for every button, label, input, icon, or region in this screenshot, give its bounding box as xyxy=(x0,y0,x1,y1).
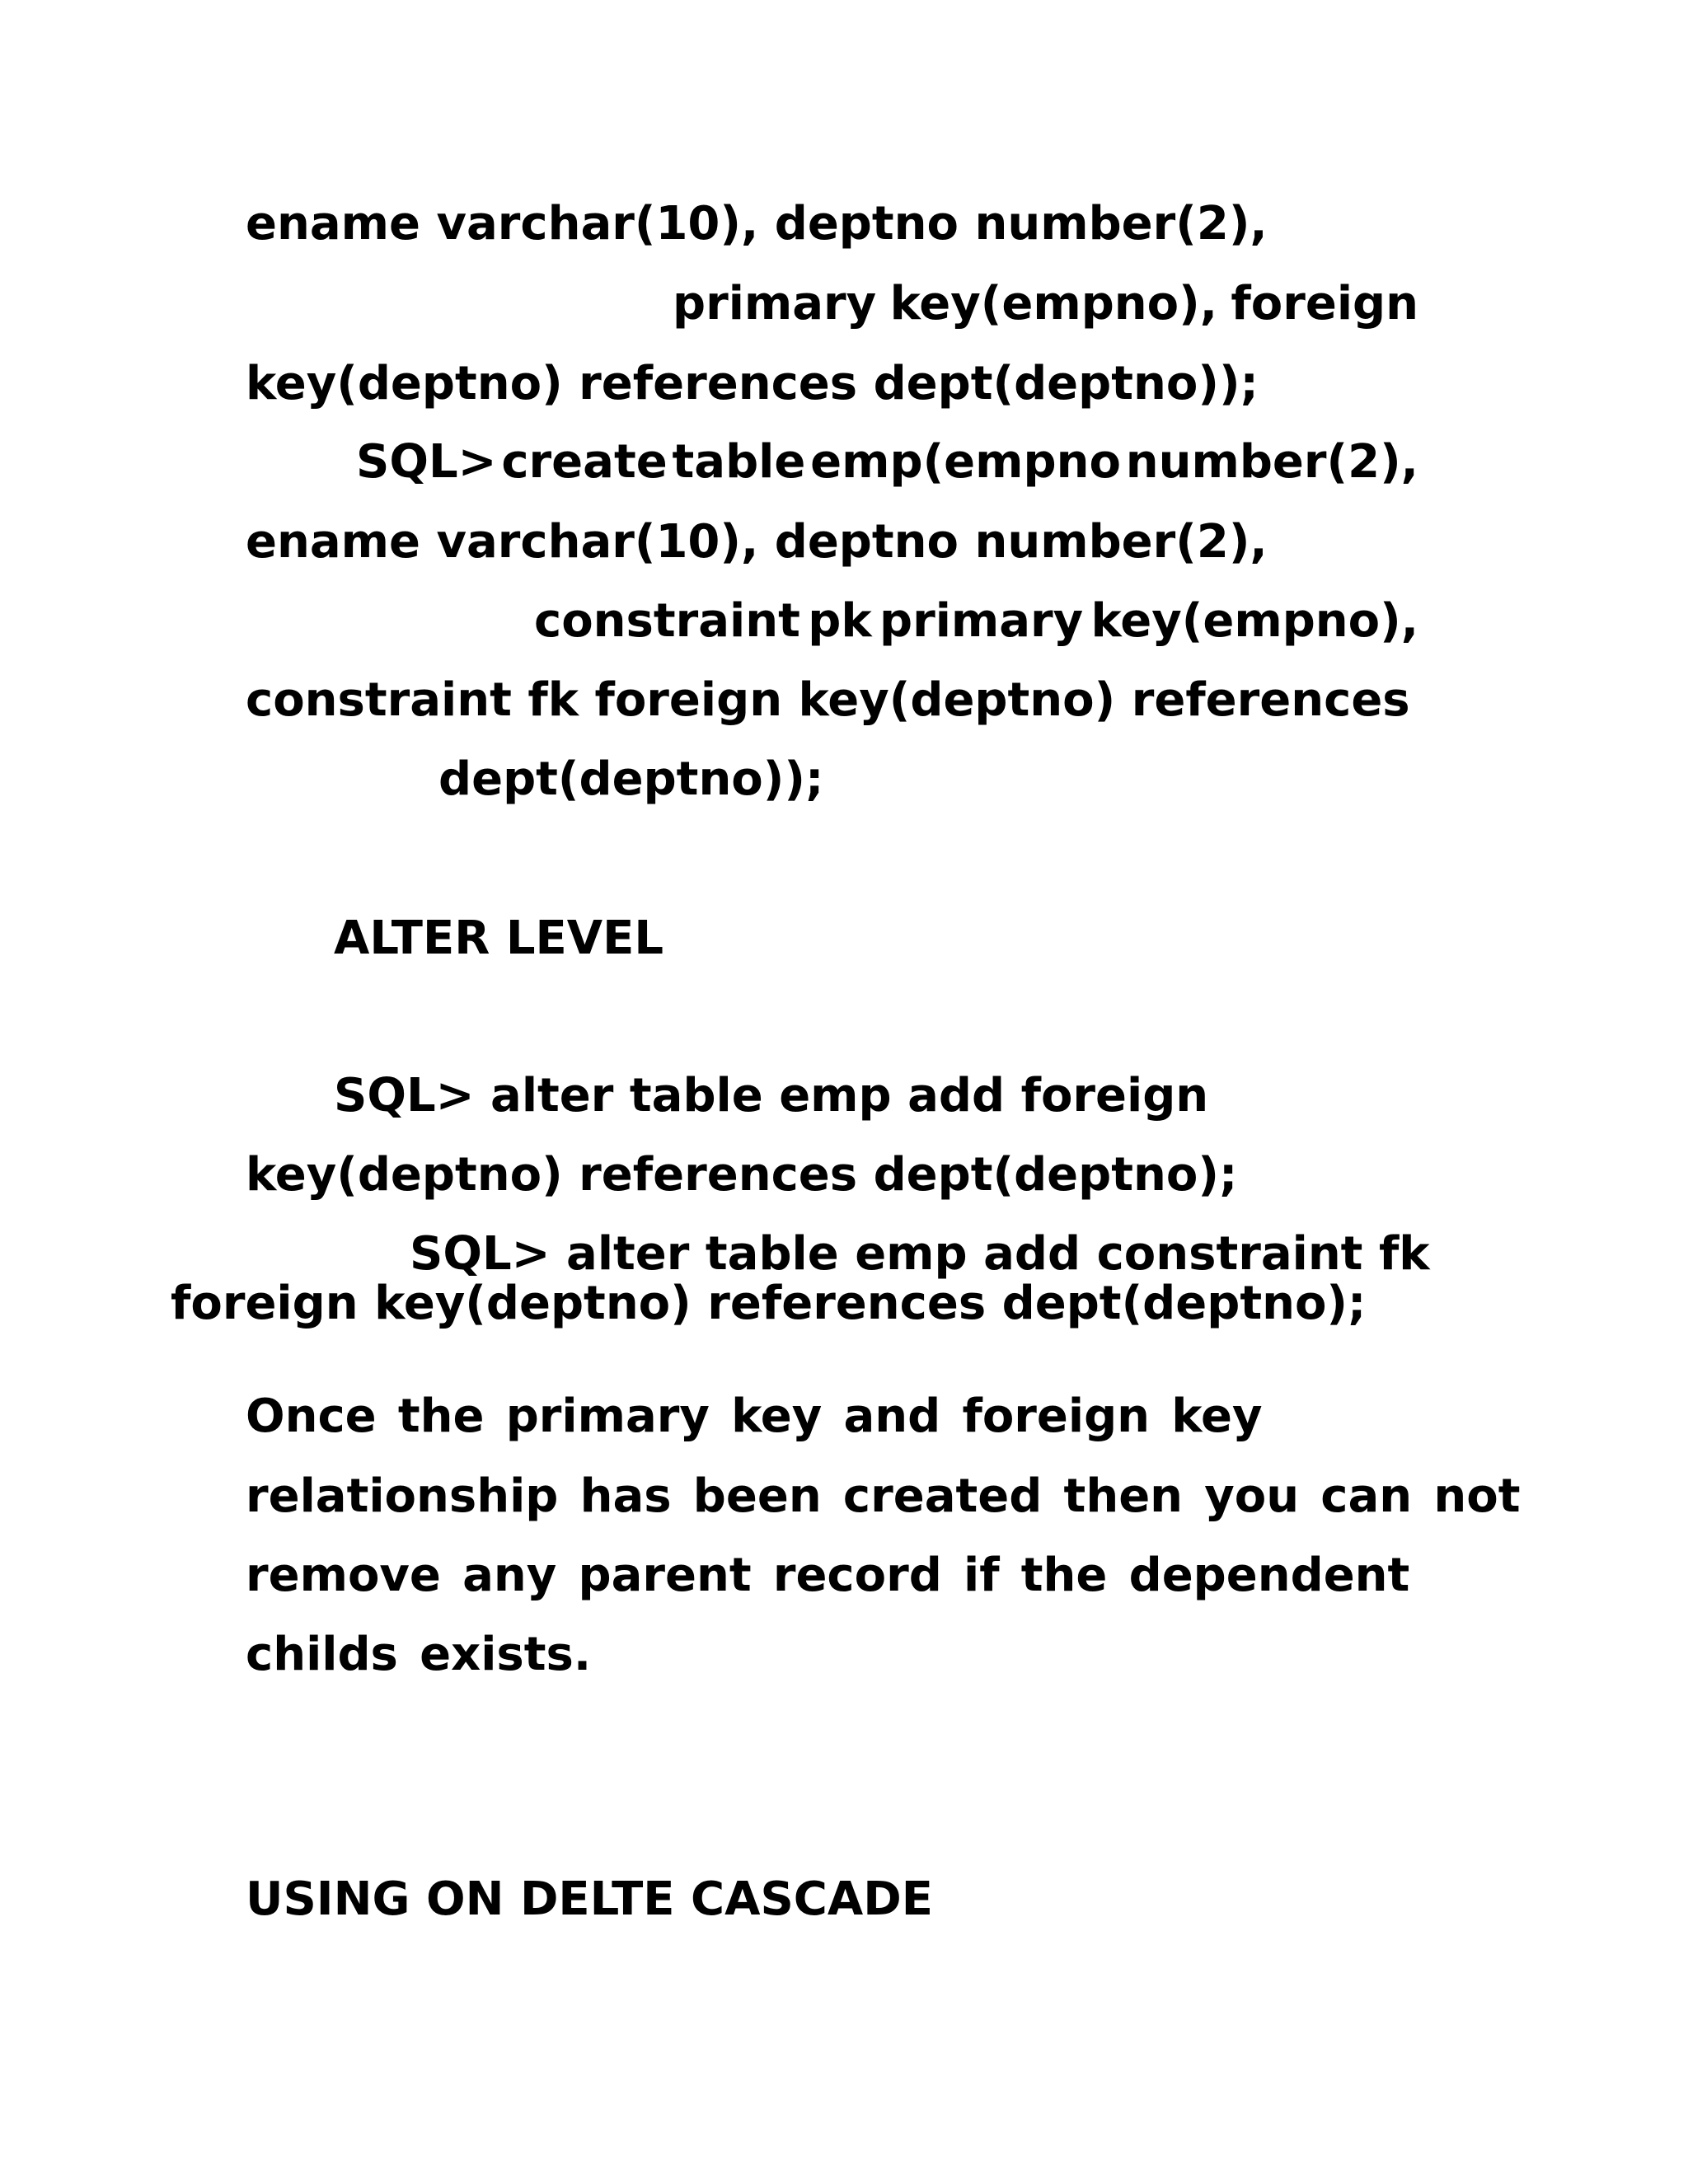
code-word: number(2), xyxy=(1125,435,1418,489)
paragraph-line: childs exists. xyxy=(246,1628,592,1681)
code-line: key(deptno) references dept(deptno); xyxy=(246,1148,1238,1202)
code-line-justified xyxy=(534,594,1418,648)
code-line-justified xyxy=(673,277,1418,330)
code-line-justified xyxy=(356,435,1418,489)
code-line: ename varchar(10), deptno number(2), xyxy=(246,515,1268,569)
code-word: create xyxy=(501,435,668,489)
code-line: SQL> alter table emp add foreign xyxy=(334,1069,1209,1122)
paragraph-line: Once the primary key and foreign key xyxy=(246,1390,1263,1443)
code-line: key(deptno) references dept(deptno)); xyxy=(246,357,1259,410)
code-word: constraint xyxy=(534,594,800,648)
code-line: SQL> alter table emp add constraint fk xyxy=(410,1227,1430,1281)
code-word: foreign xyxy=(1231,277,1418,330)
code-word: primary xyxy=(673,277,877,330)
code-word: key(empno), xyxy=(1090,594,1418,648)
code-line: foreign key(deptno) references dept(deptno); xyxy=(171,1277,1367,1330)
section-heading-alter-level: ALTER LEVEL xyxy=(334,912,664,965)
code-word: pk xyxy=(808,594,872,648)
code-word: SQL> xyxy=(356,435,497,489)
section-heading-on-delete-cascade: USING ON DELTE CASCADE xyxy=(246,1872,933,1926)
code-word: table xyxy=(672,435,806,489)
paragraph-line: relationship has been created then you can not xyxy=(246,1469,1521,1523)
code-line: constraint fk foreign key(deptno) references xyxy=(246,673,1410,727)
code-line: dept(deptno)); xyxy=(438,752,824,806)
code-word: key(empno), xyxy=(889,277,1218,330)
paragraph-line: remove any parent record if the dependent xyxy=(246,1549,1410,1602)
code-line: ename varchar(10), deptno number(2), xyxy=(246,197,1268,251)
code-word: emp(empno xyxy=(810,435,1121,489)
code-word: primary xyxy=(879,594,1084,648)
